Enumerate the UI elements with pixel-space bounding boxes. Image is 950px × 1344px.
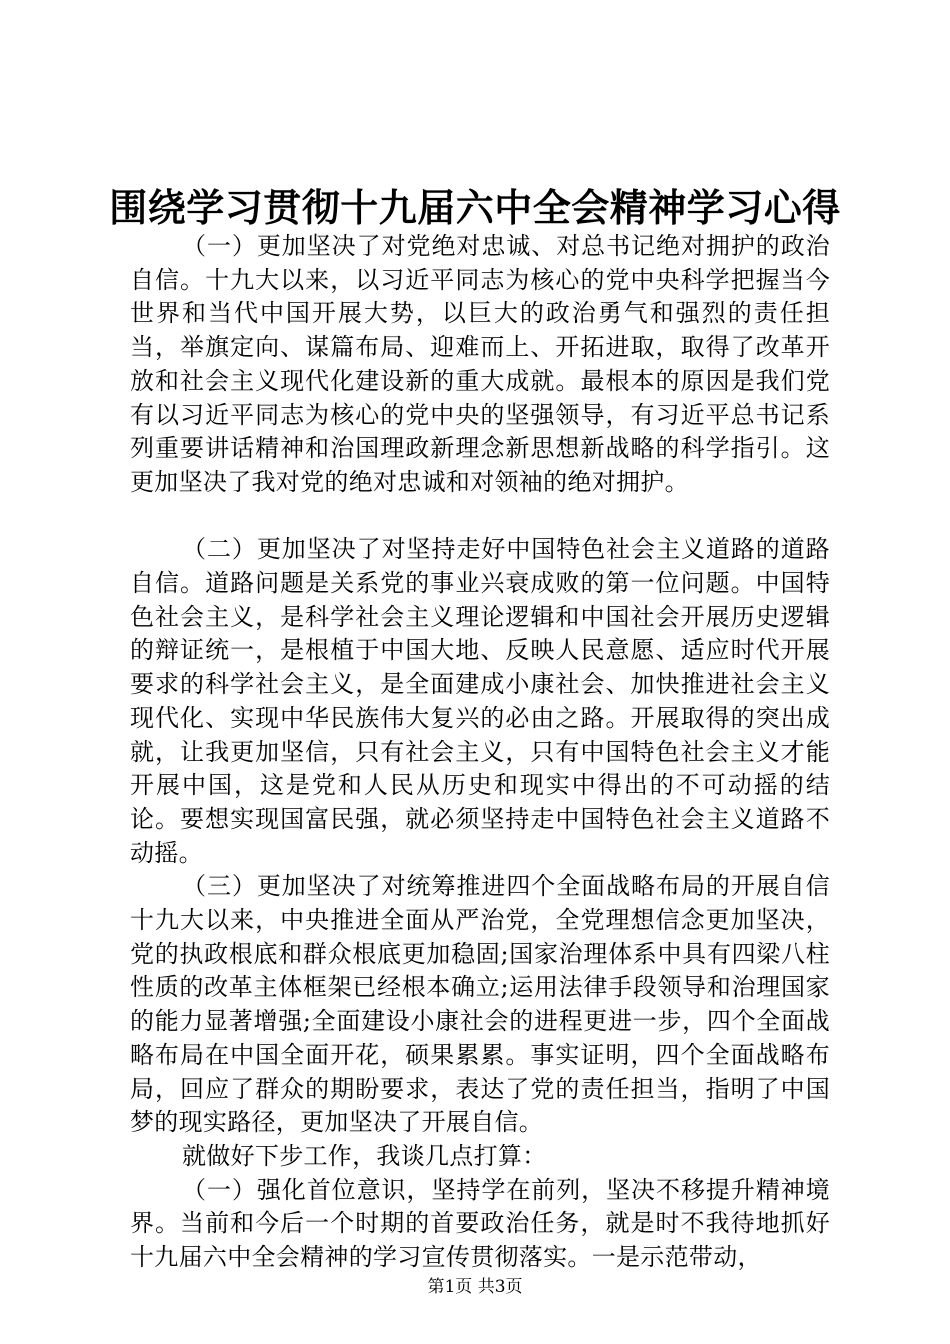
paragraph-path-confidence: （二）更加坚决了对坚持走好中国特色社会主义道路的道路自信。道路问题是关系党的事业兴衰成败的第一位问题。中国特色社会主义，是科学社会主义理论逻辑和中国社会开展历史逻辑的辩证统一，是根植于中国大地、反映人民意愿、适应时代开展要求的科学社会主义，是全面建成小康社会、加快推进社会主义现代化、实现中华民族伟大复兴的必由之路。开展取得的突出成就，让我更加坚信，只有社会主义，只有中国特色社会主义才能开展中国，这是党和人民从历史和现实中得出的不可动摇的结论。要想实现国富民强，就必须坚持走中国特色社会主义道路不动摇。 [130,535,830,867]
paragraph-strategy-confidence: （三）更加坚决了对统筹推进四个全面战略布局的开展自信十九大以来，中央推进全面从严治党，全党理想信念更加坚决，党的执政根底和群众根底更加稳固;国家治理体系中具有四梁八柱性质的改革主体框架已经根本确立;运用法律手段领导和治理国家的能力显著增强;全面建设小康社会的进程更进一步，四个全面战略布局在中国全面开花，硕果累累。事实证明，四个全面战略布局，回应了群众的期盼要求，表达了党的责任担当，指明了中国梦的现实路径，更加坚决了开展自信。 [130,872,830,1137]
page-indicator: 第1页 共3页 [427,1277,523,1297]
paragraph-next-steps-intro: 就做好下步工作，我谈几点打算： [182,1141,547,1170]
paragraph-first-plan: （一）强化首位意识，坚持学在前列，坚决不移提升精神境界。当前和今后一个时期的首要政治任务，就是时不我待地抓好十九届六中全会精神的学习宣传贯彻落实。一是示范带动， [130,1175,830,1272]
document-title: 围绕学习贯彻十九届六中全会精神学习心得 [109,185,841,230]
paragraph-political-confidence: （一）更加坚决了对党绝对忠诚、对总书记绝对拥护的政治自信。十九大以来，以习近平同志为核心的党中央科学把握当今世界和当代中国开展大势，以巨大的政治勇气和强烈的责任担当，举旗定向、谋篇布局、迎难而上、开拓进取，取得了改革开放和社会主义现代化建设新的重大成就。最根本的原因是我们党有以习近平同志为核心的党中央的坚强领导，有习近平总书记系列重要讲话精神和治国理政新理念新思想新战略的科学指引。这更加坚决了我对党的绝对忠诚和对领袖的绝对拥护。 [130,232,830,496]
document-body [130,230,830,1275]
